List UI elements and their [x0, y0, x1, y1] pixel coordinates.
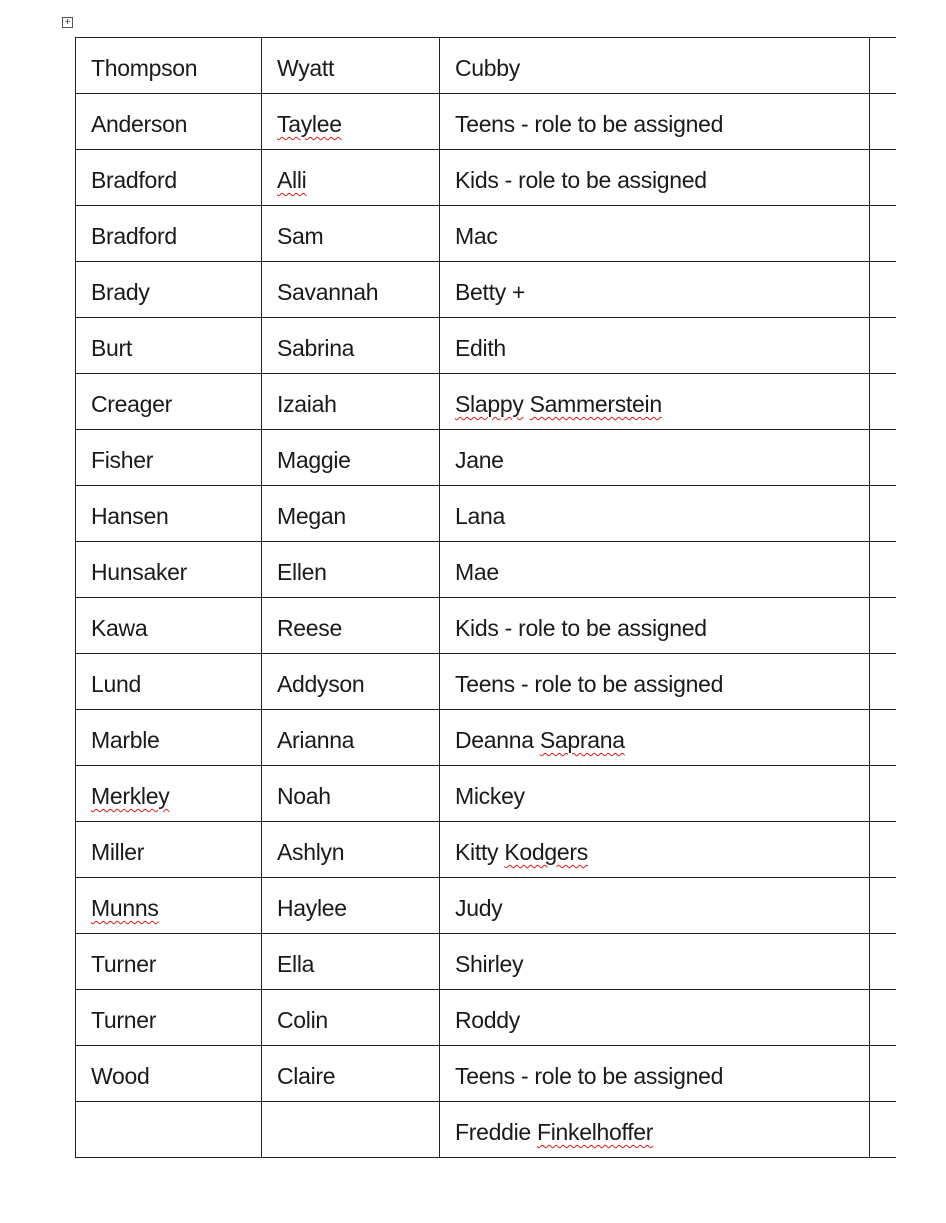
partial-column-cell[interactable]: [870, 822, 896, 878]
role-text: Kids - role to be assigned: [455, 615, 707, 641]
last-name-text: Lund: [91, 671, 141, 697]
last-name-text: Bradford: [91, 223, 177, 249]
role-cell[interactable]: [440, 934, 870, 990]
role-cell[interactable]: [440, 486, 870, 542]
first-name-text: Arianna: [277, 727, 355, 753]
last-name-cell[interactable]: [76, 710, 262, 766]
role-cell[interactable]: [440, 430, 870, 486]
role-text: Kids - role to be assigned: [455, 167, 707, 193]
last-name-cell[interactable]: [76, 990, 262, 1046]
role-cell[interactable]: [440, 318, 870, 374]
first-name-cell[interactable]: [262, 542, 440, 598]
last-name-text: Bradford: [91, 167, 177, 193]
partial-column-cell[interactable]: [870, 430, 896, 486]
role-cell[interactable]: [440, 766, 870, 822]
first-name-cell[interactable]: [262, 990, 440, 1046]
first-name-cell[interactable]: [262, 486, 440, 542]
role-text: Slappy Sammerstein: [455, 391, 662, 417]
last-name-cell[interactable]: [76, 1046, 262, 1102]
partial-column-cell[interactable]: [870, 1046, 896, 1102]
cast-table: [75, 37, 896, 1158]
role-text: Judy: [455, 895, 503, 921]
table-row: [76, 430, 896, 486]
table-row: [76, 374, 896, 430]
last-name-text: Wood: [91, 1063, 150, 1089]
last-name-text: Munns: [91, 895, 159, 921]
role-cell[interactable]: [440, 542, 870, 598]
last-name-text: Miller: [91, 839, 145, 865]
table-row: [76, 486, 896, 542]
partial-column-cell[interactable]: [870, 1102, 896, 1158]
last-name-cell[interactable]: [76, 822, 262, 878]
table-row: [76, 262, 896, 318]
first-name-text: Alli: [277, 167, 307, 193]
table-row: [76, 1102, 896, 1158]
first-name-cell[interactable]: [262, 94, 440, 150]
first-name-text: Ashlyn: [277, 839, 345, 865]
partial-column-cell[interactable]: [870, 38, 896, 94]
last-name-text: Turner: [91, 1007, 157, 1033]
partial-column-cell[interactable]: [870, 878, 896, 934]
role-text: Teens - role to be assigned: [455, 671, 724, 697]
table-row: [76, 206, 896, 262]
first-name-cell[interactable]: [262, 1102, 440, 1158]
last-name-cell[interactable]: [76, 374, 262, 430]
first-name-cell[interactable]: [262, 430, 440, 486]
first-name-cell[interactable]: [262, 150, 440, 206]
role-cell[interactable]: [440, 38, 870, 94]
role-text: Freddie Finkelhoffer: [455, 1119, 654, 1145]
role-text: Lana: [455, 503, 505, 529]
cast-table-body: [76, 38, 896, 1158]
first-name-cell[interactable]: [262, 38, 440, 94]
partial-column-cell[interactable]: [870, 318, 896, 374]
table-row: [76, 150, 896, 206]
first-name-text: Savannah: [277, 279, 379, 305]
role-text: Betty +: [455, 279, 526, 305]
first-name-text: Reese: [277, 615, 342, 641]
first-name-cell[interactable]: [262, 598, 440, 654]
role-cell[interactable]: [440, 654, 870, 710]
first-name-text: Izaiah: [277, 391, 337, 417]
table-row: [76, 542, 896, 598]
last-name-cell[interactable]: [76, 542, 262, 598]
first-name-cell[interactable]: [262, 374, 440, 430]
role-cell[interactable]: [440, 598, 870, 654]
role-text: Shirley: [455, 951, 524, 977]
partial-column-cell[interactable]: [870, 934, 896, 990]
partial-column-cell[interactable]: [870, 486, 896, 542]
table-row: [76, 38, 896, 94]
first-name-cell[interactable]: [262, 766, 440, 822]
table-row: [76, 878, 896, 934]
table-row: [76, 94, 896, 150]
first-name-text: Ellen: [277, 559, 327, 585]
first-name-text: Sabrina: [277, 335, 355, 361]
first-name-cell[interactable]: [262, 934, 440, 990]
table-row: [76, 598, 896, 654]
role-text: Edith: [455, 335, 506, 361]
last-name-text: Hunsaker: [91, 559, 188, 585]
partial-column-cell[interactable]: [870, 206, 896, 262]
role-text: Deanna Saprana: [455, 727, 625, 753]
last-name-cell[interactable]: [76, 598, 262, 654]
first-name-text: Megan: [277, 503, 346, 529]
table-row: [76, 934, 896, 990]
first-name-text: Addyson: [277, 671, 365, 697]
partial-column-cell[interactable]: [870, 542, 896, 598]
last-name-cell[interactable]: [76, 430, 262, 486]
role-cell[interactable]: [440, 94, 870, 150]
partial-column-cell[interactable]: [870, 766, 896, 822]
role-text: Roddy: [455, 1007, 520, 1033]
last-name-text: Merkley: [91, 783, 170, 809]
partial-column-cell[interactable]: [870, 598, 896, 654]
last-name-cell[interactable]: [76, 206, 262, 262]
last-name-cell[interactable]: [76, 94, 262, 150]
table-row: [76, 710, 896, 766]
table-row: [76, 654, 896, 710]
first-name-cell[interactable]: [262, 710, 440, 766]
role-cell[interactable]: [440, 206, 870, 262]
first-name-text: Haylee: [277, 895, 347, 921]
role-cell[interactable]: [440, 262, 870, 318]
last-name-cell[interactable]: [76, 38, 262, 94]
partial-column-cell[interactable]: [870, 990, 896, 1046]
first-name-text: Taylee: [277, 111, 342, 137]
role-text: Mickey: [455, 783, 525, 809]
role-cell[interactable]: [440, 878, 870, 934]
first-name-text: Sam: [277, 223, 324, 249]
last-name-text: Brady: [91, 279, 150, 305]
role-text: Teens - role to be assigned: [455, 111, 724, 137]
last-name-cell[interactable]: [76, 654, 262, 710]
role-cell[interactable]: [440, 374, 870, 430]
first-name-cell[interactable]: [262, 822, 440, 878]
first-name-cell[interactable]: [262, 654, 440, 710]
role-text: Jane: [455, 447, 504, 473]
role-cell[interactable]: [440, 710, 870, 766]
last-name-text: Burt: [91, 335, 132, 361]
table-move-handle-icon[interactable]: +: [62, 17, 73, 28]
last-name-cell[interactable]: [76, 766, 262, 822]
first-name-cell[interactable]: [262, 1046, 440, 1102]
last-name-text: Turner: [91, 951, 157, 977]
last-name-cell[interactable]: [76, 934, 262, 990]
last-name-cell[interactable]: [76, 150, 262, 206]
first-name-cell[interactable]: [262, 262, 440, 318]
table-row: [76, 822, 896, 878]
first-name-text: Wyatt: [277, 55, 335, 81]
last-name-text: Creager: [91, 391, 172, 417]
role-text: Cubby: [455, 55, 520, 81]
last-name-cell[interactable]: [76, 1102, 262, 1158]
table-row: [76, 990, 896, 1046]
last-name-cell[interactable]: [76, 262, 262, 318]
last-name-cell[interactable]: [76, 486, 262, 542]
first-name-cell[interactable]: [262, 318, 440, 374]
first-name-cell[interactable]: [262, 206, 440, 262]
table-row: [76, 318, 896, 374]
first-name-text: Claire: [277, 1063, 336, 1089]
last-name-text: Fisher: [91, 447, 154, 473]
role-text: Teens - role to be assigned: [455, 1063, 724, 1089]
first-name-text: Noah: [277, 783, 331, 809]
partial-column-cell[interactable]: [870, 262, 896, 318]
first-name-text: Maggie: [277, 447, 351, 473]
role-cell[interactable]: [440, 822, 870, 878]
first-name-text: Colin: [277, 1007, 328, 1033]
last-name-text: Thompson: [91, 55, 198, 81]
partial-column-cell[interactable]: [870, 374, 896, 430]
partial-column-cell[interactable]: [870, 654, 896, 710]
last-name-text: Marble: [91, 727, 160, 753]
last-name-text: Anderson: [91, 111, 188, 137]
first-name-text: Ella: [277, 951, 315, 977]
table-row: [76, 766, 896, 822]
role-cell[interactable]: [440, 990, 870, 1046]
last-name-cell[interactable]: [76, 318, 262, 374]
role-text: Mac: [455, 223, 498, 249]
partial-column-cell[interactable]: [870, 94, 896, 150]
first-name-cell[interactable]: [262, 878, 440, 934]
partial-column-cell[interactable]: [870, 150, 896, 206]
partial-column-cell[interactable]: [870, 710, 896, 766]
last-name-cell[interactable]: [76, 878, 262, 934]
role-cell[interactable]: [440, 150, 870, 206]
table-row: [76, 1046, 896, 1102]
last-name-text: Hansen: [91, 503, 169, 529]
role-text: Kitty Kodgers: [455, 839, 588, 865]
role-text: Mae: [455, 559, 499, 585]
role-cell[interactable]: [440, 1102, 870, 1158]
role-cell[interactable]: [440, 1046, 870, 1102]
last-name-text: Kawa: [91, 615, 148, 641]
